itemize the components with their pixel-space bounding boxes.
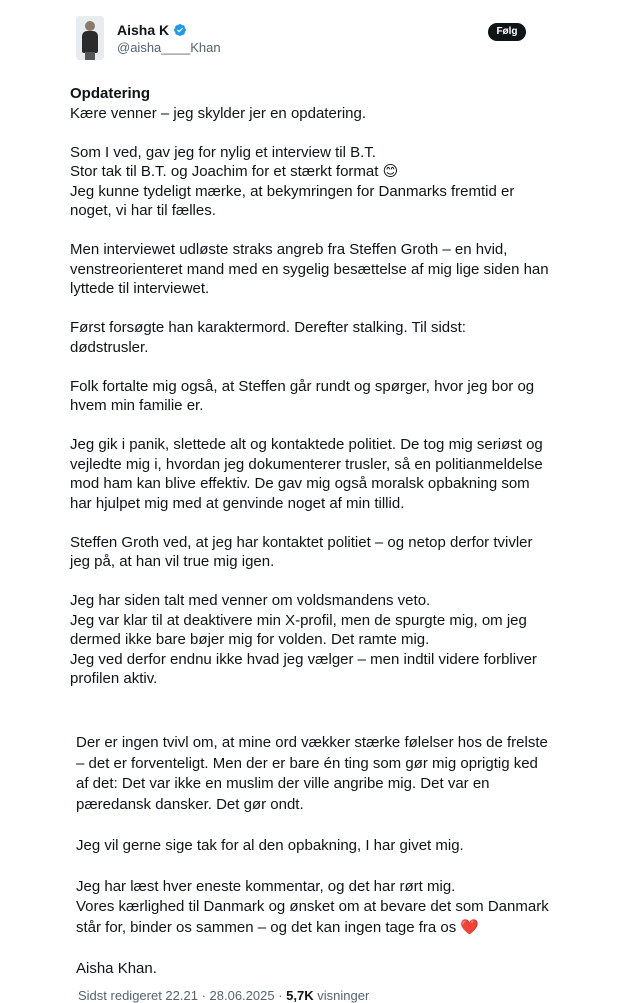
post-text-line: Jeg ved derfor endnu ikke hvad jeg vælger – men indtil videre forbliver: [70, 650, 537, 668]
post-text-line: vejledte mig i, hvordan jeg dokumenterer trusler, så en politianmeldelse: [70, 455, 543, 473]
quote-text-line: står for, binder os sammen – og det kan ingen tage fra os ❤️: [76, 918, 480, 936]
post-text-line: jeg på, at han vil true mig igen.: [70, 553, 275, 570]
post-text-line: Steffen Groth ved, at jeg har kontaktet politiet – og netop derfor tvivler: [70, 533, 533, 551]
quote-text-line: Der er ingen tvivl om, at mine ord vækker stærke følelser hos de frelste: [76, 734, 548, 751]
views-count: 5,7K: [286, 988, 314, 1003]
follow-button[interactable]: Følg: [488, 23, 526, 41]
quoted-statement: [76, 733, 576, 1000]
post-text-line: venstreorienteret mand med en sygelig besættelse af mig lige siden han: [70, 260, 549, 278]
post-paragraphs: [70, 104, 590, 689]
post-paragraph: [70, 533, 590, 572]
post-text-line: Jeg var klar til at deaktivere min X-profil, men de spurgte mig, om jeg: [70, 611, 527, 629]
post-text-line: Jeg har siden talt med venner om voldsmandens veto.: [70, 592, 431, 609]
quote-paragraphs: [76, 733, 576, 979]
quote-text-line: Jeg vil gerne sige tak for al den opbakning, I har givet mig.: [76, 836, 464, 854]
avatar[interactable]: [76, 16, 104, 60]
post-text-line: lyttede til interviewet.: [70, 280, 210, 297]
avatar-legs-shape: [85, 52, 95, 60]
post-text-line: noget, vi har til fælles.: [70, 202, 216, 219]
verified-badge-icon: [173, 23, 187, 37]
post-text-line: dermed ikke bare bøjer mig for volden. Det ramte mig.: [70, 631, 430, 648]
views-label: visninger: [317, 988, 370, 1003]
quote-text-line: pæredansk dansker. Det gør ondt.: [76, 795, 304, 813]
quote-paragraph: [76, 959, 576, 980]
post-text-line: hvem min familie er.: [70, 397, 204, 414]
quote-paragraph: [76, 836, 576, 857]
post-paragraph: [70, 435, 590, 513]
quote-text-line: Vores kærlighed til Danmark og ønsket om at bevare det som Danmark: [76, 898, 549, 915]
post-text-line: Kære venner – jeg skylder jer en opdatering.: [70, 104, 367, 122]
post-text-line: har hjulpet mig med at genvinde noget af min tillid.: [70, 494, 405, 512]
post-text-line: Stor tak til B.T. og Joachim for et stærkt format 😊: [70, 163, 399, 180]
avatar-head-shape: [85, 21, 95, 31]
author-name-row: [117, 22, 187, 38]
post-title: Opdatering: [70, 85, 151, 102]
post-body: [70, 84, 590, 708]
post-header: [0, 0, 643, 70]
post-paragraph: [70, 143, 590, 221]
post-text-line: dødstrusler.: [70, 338, 149, 356]
quote-text-line: Jeg har læst hver eneste kommentar, og det har rørt mig.: [76, 877, 456, 895]
post-paragraph: [70, 240, 590, 299]
post-text-line: Som I ved, gav jeg for nylig et interview til B.T.: [70, 143, 376, 161]
quote-text-line: – det er forventeligt. Men der er bare én ting som gør mig oprigtig ked: [76, 754, 538, 772]
author-display-name[interactable]: Aisha K: [117, 22, 170, 38]
quote-paragraph: [76, 733, 576, 815]
post-text-line: Men interviewet udløste straks angreb fra Steffen Groth – en hvid,: [70, 241, 508, 258]
quote-text-line: Aisha Khan.: [76, 959, 157, 977]
quote-paragraph: [76, 877, 576, 939]
post-paragraph: [70, 377, 590, 416]
post-paragraph: [70, 318, 590, 357]
post-text-line: profilen aktiv.: [70, 670, 158, 687]
post-text-line: Først forsøgte han karaktermord. Derefter stalking. Til sidst:: [70, 319, 466, 336]
author-handle[interactable]: @aisha____Khan: [117, 40, 221, 55]
edited-timestamp[interactable]: Sidst redigeret 22.21 · 28.06.2025 ·: [78, 988, 283, 1003]
post-paragraph: [70, 591, 590, 689]
avatar-body-shape: [82, 31, 98, 53]
quote-text-line: af det: Det var ikke en muslim der ville angribe mig. Det var en: [76, 775, 490, 792]
post-text-line: mod ham kan blive effektiv. De gav mig også moralsk opbakning som: [70, 475, 530, 492]
post-text-line: Jeg kunne tydeligt mærke, at bekymringen for Danmarks fremtid er: [70, 182, 515, 200]
post-paragraph: [70, 104, 590, 124]
post-text-line: Folk fortalte mig også, at Steffen går rundt og spørger, hvor jeg bor og: [70, 377, 535, 395]
post-text-line: Jeg gik i panik, slettede alt og kontaktede politiet. De tog mig seriøst og: [70, 436, 543, 453]
post-meta: [78, 988, 369, 1003]
